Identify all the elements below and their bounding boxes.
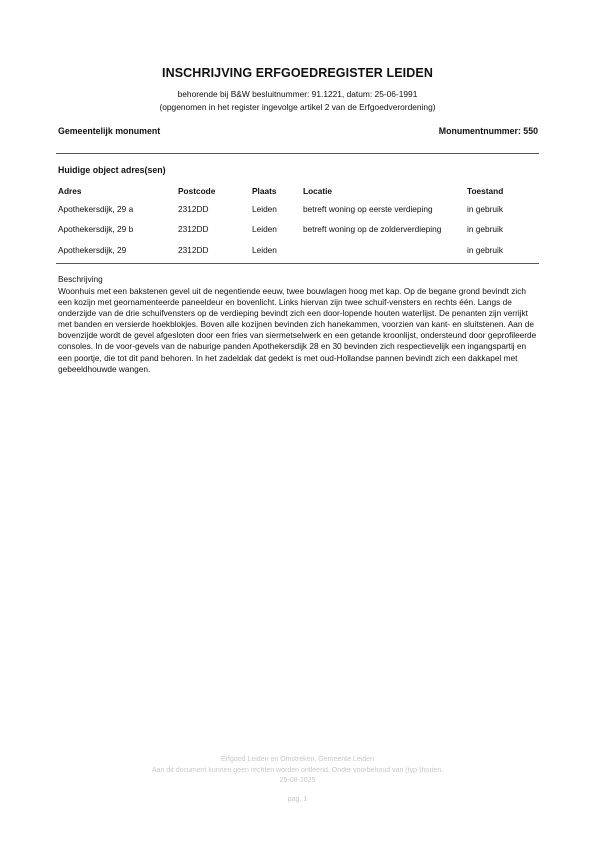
cell-locatie: betreft woning op de zolderverdieping	[303, 224, 442, 235]
address-table	[58, 186, 540, 258]
cell-toestand: in gebruik	[467, 224, 503, 235]
description-text: Woonhuis met een bakstenen gevel uit de negentiende eeuw, twee bouwlagen hoog met kap. Op de begane grond bevindt zich een kozijn met geornamenteerde paneeldeur en bovenlicht. Links hiervan zijn twee schuif-vensters en rechts één. Langs de onderzijde van de drie schuifvensters op de verdieping bevindt zich een door-lopende houten waterlijst. De penanten zijn verrijkt met banden en versierde hoekblokjes. Boven alle kozijnen bevinden zich hanekammen, voorzien van kant- en sluitstenen. Aan de bovenzijde wordt de gevel afgesloten door een fries van siermetselwerk en een getande kroonlijst, ondersteund door geprofileerde consoles. In de voor-gevels van de naburige panden Apothekersdijk 28 en 30 bevinden zich respectievelijk een ingangspartij en een poortje, die tot dit pand behoren. In het zadeldak dat gedekt is met oud-Hollandse pannen bevindt zich een dakkapel met gebeeldhouwde wangen.	[58, 286, 537, 374]
cell-adres: Apothekersdijk, 29 a	[58, 203, 134, 214]
footer-disclaimer: Aan dit document kunnen geen rechten worden ontleend. Onder voorbehoud van (typ-)fouten.	[151, 767, 444, 774]
table-header-row	[58, 186, 540, 201]
divider-bottom	[56, 263, 539, 264]
addresses-heading: Huidige object adres(sen)	[58, 165, 166, 175]
cell-postcode: 2312DD	[178, 203, 209, 214]
cell-postcode: 2312DD	[178, 224, 209, 235]
cell-plaats: Leiden	[252, 244, 277, 255]
document-title: INSCHRIJVING ERFGOEDREGISTER LEIDEN	[162, 66, 433, 80]
register-note: (opgenomen in het register ingevolge artikel 2 van de Erfgoedverordening)	[159, 102, 436, 112]
decision-reference: behorende bij B&W besluitnummer: 91.1221, datum: 25-06-1991	[177, 89, 418, 99]
table-row	[58, 217, 540, 242]
cell-toestand: in gebruik	[467, 203, 503, 214]
cell-adres: Apothekersdijk, 29 b	[58, 224, 134, 235]
cell-adres: Apothekersdijk, 29	[58, 244, 127, 255]
cell-locatie	[303, 242, 467, 258]
monument-type: Gemeentelijk monument	[58, 126, 161, 136]
monument-number: Monumentnummer: 550	[438, 126, 538, 136]
cell-plaats: Leiden	[252, 203, 277, 214]
column-header-postcode: Postcode	[178, 186, 216, 196]
cell-toestand: in gebruik	[467, 244, 503, 255]
page-number: pag. 1	[287, 796, 308, 803]
cell-locatie: betreft woning op eerste verdieping	[303, 203, 433, 214]
column-header-plaats: Plaats	[252, 186, 277, 196]
column-header-toestand: Toestand	[467, 186, 504, 196]
column-header-adres: Adres	[58, 186, 82, 196]
column-header-locatie: Locatie	[303, 186, 333, 196]
cell-postcode: 2312DD	[178, 244, 209, 255]
description-label: Beschrijving	[58, 274, 103, 284]
divider-top	[56, 153, 539, 154]
table-row	[58, 242, 540, 258]
table-row	[58, 201, 540, 217]
footer-organisation: Erfgoed Leiden en Omstreken, Gemeente Leiden	[221, 756, 374, 763]
footer-date: 25-08-2025	[279, 777, 316, 784]
cell-plaats: Leiden	[252, 224, 277, 235]
